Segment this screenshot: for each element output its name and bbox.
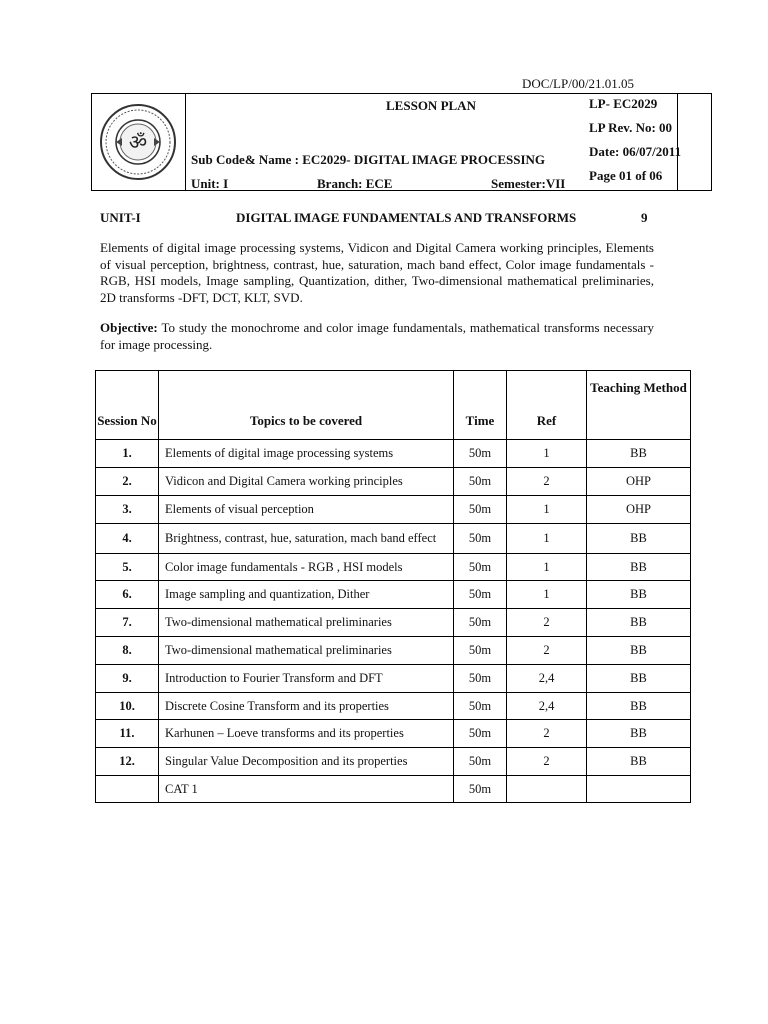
- unit-label: Unit: I: [191, 176, 229, 191]
- plan-date: Date: 06/07/2011: [589, 144, 682, 159]
- header-right: [585, 94, 711, 190]
- unit-label: UNIT-I: [100, 210, 141, 225]
- table-row: [96, 720, 691, 748]
- session-method: BB: [587, 665, 691, 693]
- session-topic: CAT 1: [159, 776, 454, 803]
- session-time: 50m: [454, 468, 507, 496]
- session-topic: Vidicon and Digital Camera working principles: [159, 468, 454, 496]
- session-ref: [507, 776, 587, 803]
- session-ref: 2: [507, 720, 587, 748]
- session-table-body: [96, 440, 691, 803]
- session-method: BB: [587, 609, 691, 637]
- session-ref: 1: [507, 581, 587, 609]
- session-method: BB: [587, 637, 691, 665]
- header-topics: Topics to be covered: [159, 371, 454, 440]
- table-row: [96, 776, 691, 803]
- subject-code-name: Sub Code& Name : EC2029- DIGITAL IMAGE PROCESSING: [191, 152, 546, 167]
- table-row: [96, 693, 691, 720]
- session-topic: Karhunen – Loeve transforms and its properties: [159, 720, 454, 748]
- unit-title: DIGITAL IMAGE FUNDAMENTALS AND TRANSFORMS: [236, 210, 577, 225]
- svg-text:ॐ: ॐ: [128, 130, 148, 154]
- unit-hours: 9: [641, 210, 648, 225]
- objective-label: Objective:: [100, 320, 158, 335]
- session-ref: 2,4: [507, 693, 587, 720]
- session-number: 8.: [96, 637, 159, 665]
- table-row: [96, 665, 691, 693]
- session-method: BB: [587, 524, 691, 554]
- session-number: [96, 776, 159, 803]
- header-ref: Ref: [507, 371, 587, 440]
- session-number: 11.: [96, 720, 159, 748]
- session-number: 10.: [96, 693, 159, 720]
- session-ref: 2,4: [507, 665, 587, 693]
- session-ref: 2: [507, 609, 587, 637]
- table-row: [96, 524, 691, 554]
- session-method: BB: [587, 581, 691, 609]
- document-reference: DOC/LP/00/21.01.05: [522, 76, 634, 91]
- lesson-plan-title: LESSON PLAN: [386, 98, 476, 113]
- session-time: 50m: [454, 637, 507, 665]
- session-ref: 2: [507, 468, 587, 496]
- objective-text: To study the monochrome and color image fundamentals, mathematical transforms necessary for image processing.: [100, 320, 654, 352]
- table-row: [96, 581, 691, 609]
- table-row: [96, 748, 691, 776]
- session-number: 6.: [96, 581, 159, 609]
- session-ref: 2: [507, 748, 587, 776]
- session-number: 3.: [96, 496, 159, 524]
- session-method: BB: [587, 440, 691, 468]
- session-method: OHP: [587, 496, 691, 524]
- session-method: BB: [587, 748, 691, 776]
- session-topic: Color image fundamentals - RGB , HSI models: [159, 554, 454, 581]
- lp-code: LP- EC2029: [589, 96, 658, 111]
- session-ref: 1: [507, 524, 587, 554]
- session-topic: Singular Value Decomposition and its properties: [159, 748, 454, 776]
- session-time: 50m: [454, 554, 507, 581]
- session-topic: Two-dimensional mathematical preliminaries: [159, 609, 454, 637]
- table-row: [96, 440, 691, 468]
- session-method: BB: [587, 720, 691, 748]
- session-method: [587, 776, 691, 803]
- session-time: 50m: [454, 581, 507, 609]
- table-row: [96, 468, 691, 496]
- session-number: 9.: [96, 665, 159, 693]
- session-number: 12.: [96, 748, 159, 776]
- header-teaching-method: Teaching Method: [587, 371, 691, 440]
- session-time: 50m: [454, 524, 507, 554]
- session-time: 50m: [454, 693, 507, 720]
- revision-number: LP Rev. No: 00: [589, 120, 673, 135]
- session-time: 50m: [454, 609, 507, 637]
- session-time: 50m: [454, 496, 507, 524]
- table-row: [96, 496, 691, 524]
- session-topic: Elements of visual perception: [159, 496, 454, 524]
- session-topic: Two-dimensional mathematical preliminaries: [159, 637, 454, 665]
- session-ref: 2: [507, 637, 587, 665]
- table-header-row: [96, 371, 691, 440]
- session-time: 50m: [454, 665, 507, 693]
- page-number: Page 01 of 06: [589, 168, 663, 183]
- session-time: 50m: [454, 440, 507, 468]
- session-number: 1.: [96, 440, 159, 468]
- session-time: 50m: [454, 748, 507, 776]
- session-ref: 1: [507, 440, 587, 468]
- objective-paragraph: [100, 320, 654, 353]
- college-logo: [92, 94, 186, 190]
- table-row: [96, 637, 691, 665]
- semester-label: Semester:VII: [491, 176, 566, 191]
- session-ref: 1: [507, 496, 587, 524]
- session-number: 7.: [96, 609, 159, 637]
- session-topic: Discrete Cosine Transform and its properties: [159, 693, 454, 720]
- session-time: 50m: [454, 720, 507, 748]
- header-session-no: Session No: [96, 371, 159, 440]
- table-row: [96, 554, 691, 581]
- session-number: 2.: [96, 468, 159, 496]
- table-row: [96, 609, 691, 637]
- header-time: Time: [454, 371, 507, 440]
- branch-label: Branch: ECE: [317, 176, 393, 191]
- session-method: BB: [587, 693, 691, 720]
- session-method: OHP: [587, 468, 691, 496]
- session-topic: Image sampling and quantization, Dither: [159, 581, 454, 609]
- emblem-icon: [92, 94, 185, 190]
- session-number: 5.: [96, 554, 159, 581]
- session-topic: Elements of digital image processing systems: [159, 440, 454, 468]
- session-ref: 1: [507, 554, 587, 581]
- lesson-plan-header: [91, 93, 712, 191]
- syllabus-paragraph: Elements of digital image processing systems, Vidicon and Digital Camera working principles, Elements of visual perception, brightness, contrast, hue, saturation, mach band effect, Color image fundamentals - RGB, HSI models, Image sampling, Quantization, dither, Two-dimensional mathematical preliminaries, 2D transforms -DFT, DCT, KLT, SVD.: [100, 240, 654, 305]
- session-method: BB: [587, 554, 691, 581]
- session-number: 4.: [96, 524, 159, 554]
- session-table: [95, 370, 691, 803]
- session-topic: Brightness, contrast, hue, saturation, mach band effect: [159, 524, 454, 554]
- session-topic: Introduction to Fourier Transform and DFT: [159, 665, 454, 693]
- session-time: 50m: [454, 776, 507, 803]
